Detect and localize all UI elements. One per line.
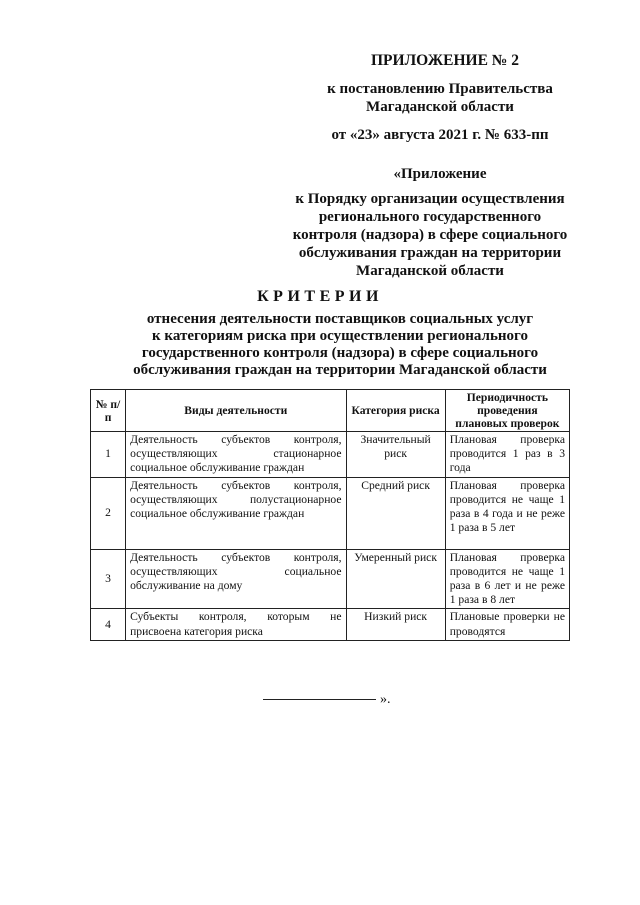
row-num: 4 [91, 609, 126, 640]
header-num: № п/п [91, 390, 126, 432]
order-line: Магаданской области [356, 263, 504, 279]
row-num: 3 [91, 549, 126, 609]
table-row [91, 549, 570, 609]
row-periodicity: Плановые проверки не проводятся [445, 609, 569, 640]
row-activity: Деятельность субъектов контроля, осуществляющих стационарное социальное обслуживание граждан [126, 432, 346, 478]
row-activity: Деятельность субъектов контроля, осуществляющих полустационарное социальное обслуживание граждан [126, 477, 346, 549]
row-category: Умеренный риск [346, 549, 445, 609]
subtitle-line: к категориям риска при осуществлении регионального [152, 328, 528, 344]
criteria-table [90, 389, 570, 641]
decree-reference [300, 80, 580, 116]
table-row [91, 477, 570, 549]
table-header-row [91, 390, 570, 432]
row-periodicity: Плановая проверка проводится 1 раз в 3 года [445, 432, 569, 478]
row-num: 2 [91, 477, 126, 549]
row-category: Средний риск [346, 477, 445, 549]
criteria-title: КРИТЕРИИ [257, 288, 383, 305]
closing-underline [263, 699, 376, 700]
row-periodicity: Плановая проверка проводится не чаще 1 раза в 6 лет и не реже 1 раза в 8 лет [445, 549, 569, 609]
table-row [91, 609, 570, 640]
row-category: Значительный риск [346, 432, 445, 478]
row-activity: Субъекты контроля, которым не присвоена категория риска [126, 609, 346, 640]
table-row [91, 432, 570, 478]
decree-line: к постановлению Правительства [327, 81, 553, 97]
inner-appendix-title: «Приложение [393, 166, 487, 182]
criteria-subtitle [90, 311, 590, 379]
subtitle-line: государственного контроля (надзора) в сфере социального [141, 345, 539, 361]
order-line: обслуживания граждан на территории [298, 245, 562, 261]
order-line: контроля (надзора) в сфере социального [292, 227, 568, 243]
order-line: к Порядку организации осуществления [295, 191, 565, 207]
subtitle-line: отнесения деятельности поставщиков социальных услуг [146, 311, 534, 327]
order-line: регионального государственного [318, 209, 542, 225]
inner-order-reference [280, 190, 580, 280]
row-periodicity: Плановая проверка проводится не чаще 1 раза в 4 года и не реже 1 раза в 5 лет [445, 477, 569, 549]
row-num: 1 [91, 432, 126, 478]
appendix-title: ПРИЛОЖЕНИЕ № 2 [371, 52, 519, 69]
row-activity: Деятельность субъектов контроля, осуществляющих социальное обслуживание на дому [126, 549, 346, 609]
header-periodicity: Периодичность проведения плановых проверок [445, 390, 569, 432]
closing-quote: ». [380, 692, 391, 707]
header-activity: Виды деятельности [126, 390, 346, 432]
subtitle-line: обслуживания граждан на территории Магаданской области [133, 362, 547, 378]
header-category: Категория риска [346, 390, 445, 432]
decree-date: от «23» августа 2021 г. № 633-пп [331, 127, 549, 143]
row-category: Низкий риск [346, 609, 445, 640]
closing-mark [263, 692, 391, 708]
decree-line: Магаданской области [366, 99, 514, 115]
